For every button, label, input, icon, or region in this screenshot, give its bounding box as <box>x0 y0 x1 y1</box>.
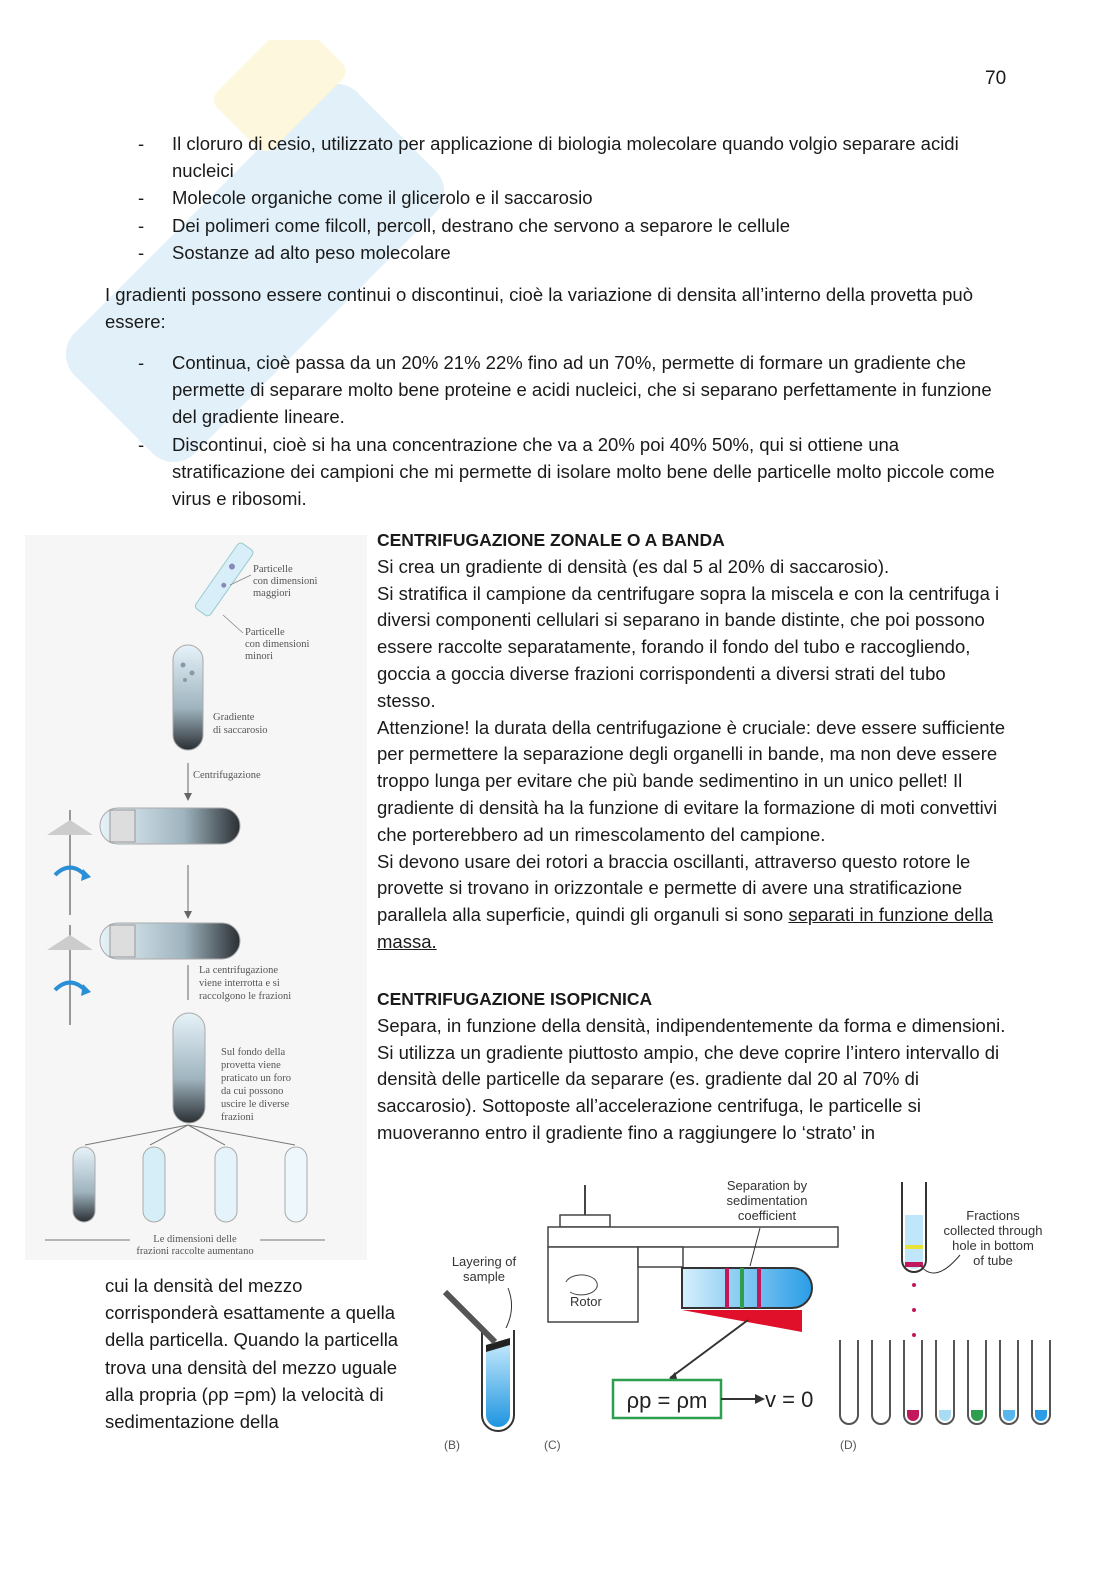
bullet-item: - Discontinui, cioè si ha una concentrazione che va a 20% poi 40% 50%, qui si ottiene una stratificazione dei campioni che mi permette di isolare molto bene delle particelle molto piccole come virus e ribosomi. <box>138 431 1008 513</box>
zonal-section <box>377 527 1007 956</box>
fraction-tubes-d <box>840 1340 1050 1424</box>
label-bottom: Sul fondo della provetta viene praticato un foro da cui possono uscire le diverse frazioni <box>221 1047 291 1123</box>
zonal-p1: Si crea un gradiente di densità (es dal 5 al 20% di saccarosio). <box>377 555 890 577</box>
fraction-tube-2 <box>143 1147 165 1222</box>
fraction-tube-1 <box>73 1147 95 1222</box>
bullet-item: - Sostanze ad alto peso molecolare <box>138 239 1008 266</box>
velocity: v = 0 <box>765 1387 814 1412</box>
zonal-title: CENTRIFUGAZIONE ZONALE O A BANDA <box>377 530 725 550</box>
tube-gradient <box>173 645 203 750</box>
density-wedge <box>682 1310 802 1332</box>
isopycnic-section <box>377 986 1007 1147</box>
bullets-top <box>138 130 1008 266</box>
pipette <box>194 541 255 617</box>
bullet-item: - Il cloruro di cesio, utilizzato per applicazione di biologia molecolare quando volgio separare acidi nucleici <box>138 130 1008 184</box>
label-large-particles: Particelle con dimensioni maggiori <box>253 564 318 599</box>
label-rotor: Rotor <box>570 1294 602 1309</box>
label-layering: Layering of sample <box>451 1254 517 1284</box>
label-fractions: Fractions collected through hole in bottom of tube <box>943 1208 1043 1268</box>
isopycnic-title: CENTRIFUGAZIONE ISOPICNICA <box>377 989 653 1009</box>
label-size: Le dimensioni delle frazioni raccolte aumentano <box>136 1234 254 1257</box>
isopycnic-p1: Separa, in funzione della densità, indipendentemente da forma e dimensioni. Si utilizza un gradiente piuttosto ampio, che deve coprire l’intero intervallo di densità delle particelle da separare (es. gradiente dal 20 al 70% di saccarosio). Sottoposte all’accelerazione centrifuga, le particelle si muoveranno entro il gradiente fino a raggiungere lo ‘strato’ in <box>377 1014 1006 1143</box>
equation: ρp = ρm <box>626 1388 708 1413</box>
zonal-p2: Si stratifica il campione da centrifugare sopra la miscela e con la centrifuga i diversi componenti cellulari si separano in bande distinte, che poi possono essere raccolte separatamente, forando il fondo del tubo e raccogliendo, goccia a goccia diverse frazioni corrispondenti a diversi strati del tubo stesso. <box>377 582 1000 711</box>
label-gradient: Gradiente di saccarosio <box>213 712 268 736</box>
bullet-item: - Continua, cioè passa da un 20% 21% 22% fino ad un 70%, permette di formare un gradiente che permette di separare molto bene proteine e acidi nucleici, che si separano perfettamente in funzione del gradiente lineare. <box>138 349 1008 431</box>
panel-d-label: (D) <box>840 1438 857 1452</box>
label-centrifuge: Centrifugazione <box>193 770 261 781</box>
bullet-item: - Molecole organiche come il glicerolo e il saccarosio <box>138 184 1008 211</box>
tube-c <box>682 1268 812 1308</box>
panel-b-label: (B) <box>444 1438 460 1452</box>
bullets-gradient <box>138 349 1008 512</box>
isopycnic-continuation: cui la densità del mezzo corrisponderà esattamente a quella della particella. Quando la particella trova una densità del mezzo uguale alla propria (ρp =ρm) la velocità di sedimentazione della <box>105 1275 399 1433</box>
gradients-intro: I gradienti possono essere continui o discontinui, cioè la variazione di densita all’interno della provetta può essere: <box>105 284 973 333</box>
isopycnic-figure <box>420 1170 1070 1460</box>
label-small-particles: Particelle con dimensioni minori <box>245 627 310 662</box>
bullet-item: - Dei polimeri come filcoll, percoll, destrano che servono a separore le cellule <box>138 212 1008 239</box>
rotor-1 <box>47 808 240 915</box>
page-number: 70 <box>985 68 1007 89</box>
fraction-tube-3 <box>215 1147 237 1222</box>
fraction-tube-4 <box>285 1147 307 1222</box>
tube-pierced <box>173 1013 205 1123</box>
underlined-phrase: separati in funzione della massa. <box>377 904 994 952</box>
label-separation: Separation by sedimentation coefficient <box>726 1178 808 1223</box>
zonal-p3: Attenzione! la durata della centrifugazione è cruciale: deve essere sufficiente per permettere la separazione degli organelli in bande, ma non deve essere troppo lunga per evitare che più bande sedimentino in un unico pellet! Il gradiente di densità ha la funzione di evitare la formazione di moti convettivi che porterebbero ad un rimescolamento del campione. <box>377 716 1006 845</box>
zonal-centrifugation-figure <box>25 535 367 1260</box>
label-stop: La centrifugazione viene interrotta e si raccolgono le frazioni <box>199 965 292 1002</box>
panel-c-label: (C) <box>544 1438 561 1452</box>
zonal-p4: Si devono usare dei rotori a braccia oscillanti, attraverso questo rotore le provette si trovano in orizzontale e permette di avere una stratificazione parallela alla superficie, quindi gli organuli si sono separati in funzione della massa. <box>377 850 994 952</box>
